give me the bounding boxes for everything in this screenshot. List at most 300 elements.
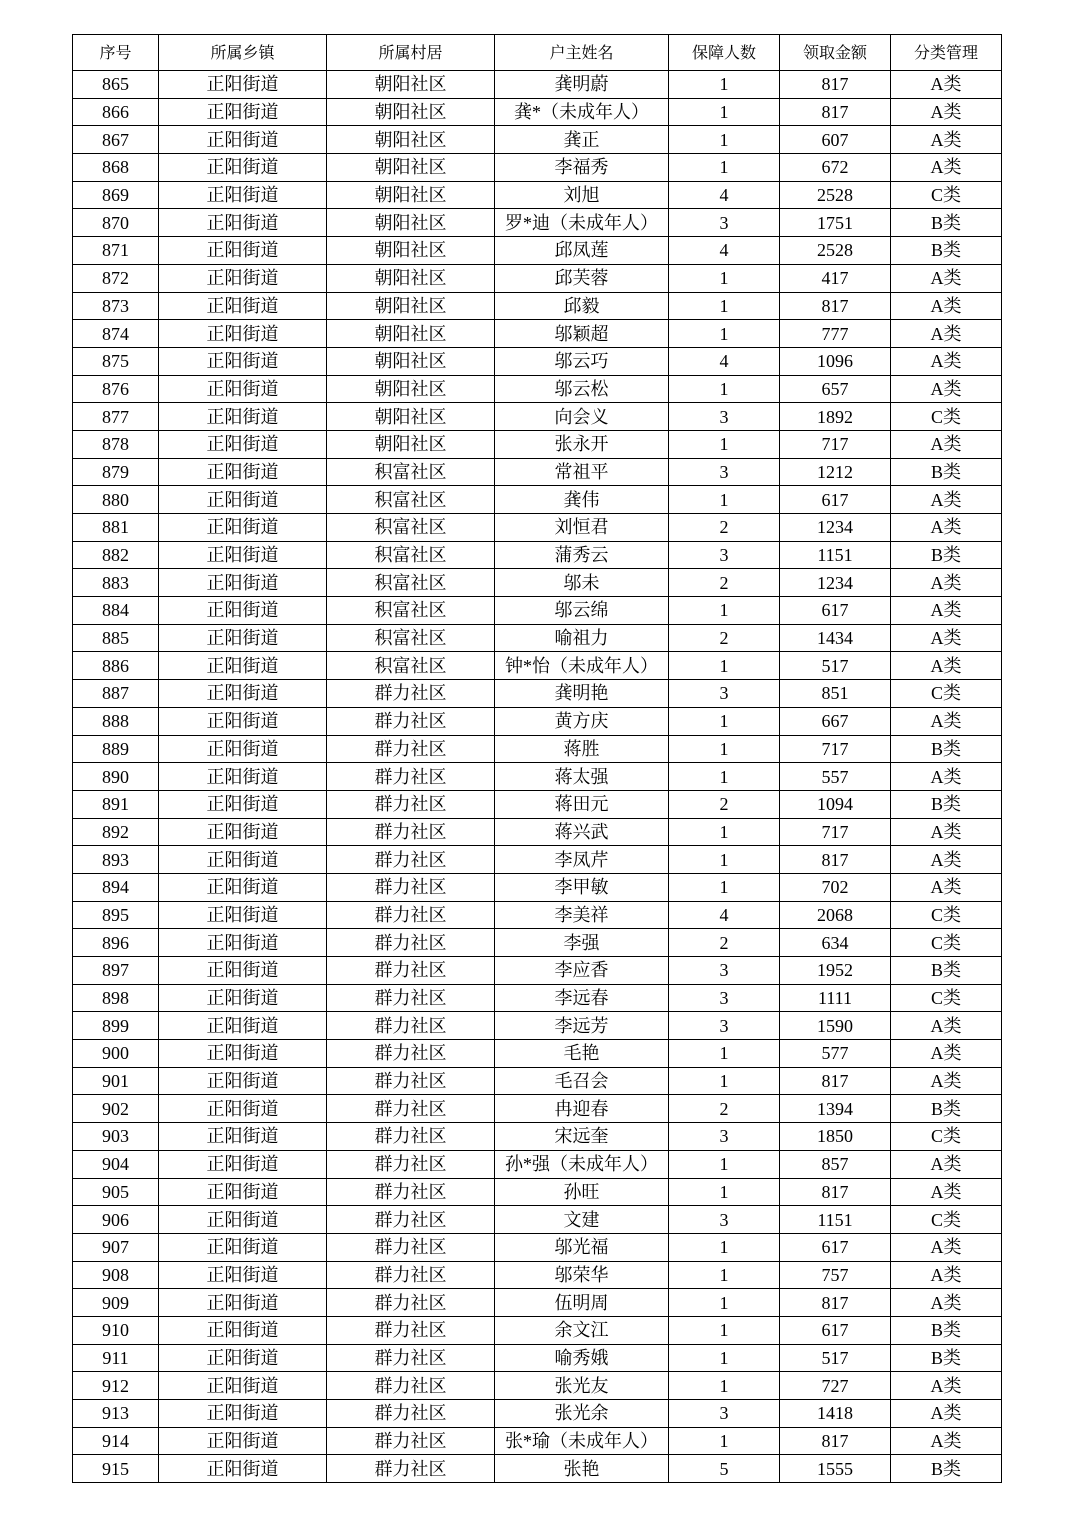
cell-community: 朝阳社区 (327, 98, 495, 126)
cell-township: 正阳街道 (159, 1400, 327, 1428)
cell-people-count: 3 (669, 458, 780, 486)
table-row (73, 430, 1002, 458)
cell-householder: 钟*怡（未成年人） (495, 652, 669, 680)
cell-category: A类 (891, 347, 1002, 375)
cell-category: B类 (891, 1316, 1002, 1344)
cell-category: B类 (891, 957, 1002, 985)
cell-people-count: 1 (669, 873, 780, 901)
cell-people-count: 1 (669, 652, 780, 680)
cell-householder: 蒋胜 (495, 735, 669, 763)
cell-community: 朝阳社区 (327, 403, 495, 431)
cell-township: 正阳街道 (159, 818, 327, 846)
cell-community: 群力社区 (327, 1455, 495, 1483)
cell-category: B类 (891, 735, 1002, 763)
cell-householder: 罗*迪（未成年人） (495, 209, 669, 237)
table-row (73, 181, 1002, 209)
table-row (73, 514, 1002, 542)
cell-category: A类 (891, 1372, 1002, 1400)
cell-township: 正阳街道 (159, 901, 327, 929)
table-row (73, 154, 1002, 182)
cell-category: A类 (891, 597, 1002, 625)
cell-people-count: 1 (669, 1067, 780, 1095)
cell-householder: 李凤芹 (495, 846, 669, 874)
table-row (73, 901, 1002, 929)
cell-township: 正阳街道 (159, 846, 327, 874)
cell-category: A类 (891, 763, 1002, 791)
cell-seq: 907 (73, 1233, 159, 1261)
table-row (73, 1261, 1002, 1289)
cell-people-count: 1 (669, 1289, 780, 1317)
cell-community: 积富社区 (327, 541, 495, 569)
cell-township: 正阳街道 (159, 264, 327, 292)
cell-people-count: 3 (669, 984, 780, 1012)
cell-township: 正阳街道 (159, 707, 327, 735)
cell-category: C类 (891, 929, 1002, 957)
cell-township: 正阳街道 (159, 154, 327, 182)
cell-householder: 李远芳 (495, 1012, 669, 1040)
cell-township: 正阳街道 (159, 1427, 327, 1455)
cell-seq: 895 (73, 901, 159, 929)
cell-householder: 向会义 (495, 403, 669, 431)
cell-seq: 901 (73, 1067, 159, 1095)
table-row (73, 1316, 1002, 1344)
cell-householder: 龚伟 (495, 486, 669, 514)
table-row (73, 1095, 1002, 1123)
cell-amount: 1555 (780, 1455, 891, 1483)
cell-category: A类 (891, 1261, 1002, 1289)
cell-amount: 1394 (780, 1095, 891, 1123)
cell-seq: 909 (73, 1289, 159, 1317)
cell-township: 正阳街道 (159, 1344, 327, 1372)
cell-householder: 邬未 (495, 569, 669, 597)
cell-seq: 887 (73, 680, 159, 708)
cell-people-count: 3 (669, 403, 780, 431)
cell-seq: 873 (73, 292, 159, 320)
cell-amount: 1850 (780, 1123, 891, 1151)
cell-category: A类 (891, 292, 1002, 320)
cell-seq: 880 (73, 486, 159, 514)
cell-seq: 868 (73, 154, 159, 182)
cell-amount: 417 (780, 264, 891, 292)
cell-community: 群力社区 (327, 1427, 495, 1455)
cell-people-count: 1 (669, 1372, 780, 1400)
cell-community: 群力社区 (327, 1344, 495, 1372)
cell-seq: 876 (73, 375, 159, 403)
cell-seq: 867 (73, 126, 159, 154)
cell-householder: 邬云松 (495, 375, 669, 403)
cell-amount: 2528 (780, 237, 891, 265)
cell-community: 积富社区 (327, 624, 495, 652)
cell-people-count: 1 (669, 292, 780, 320)
header-community: 所属村居 (327, 35, 495, 71)
cell-amount: 851 (780, 680, 891, 708)
cell-category: A类 (891, 1150, 1002, 1178)
cell-householder: 孙旺 (495, 1178, 669, 1206)
cell-amount: 757 (780, 1261, 891, 1289)
cell-people-count: 1 (669, 71, 780, 99)
cell-community: 积富社区 (327, 652, 495, 680)
table-row (73, 790, 1002, 818)
cell-seq: 872 (73, 264, 159, 292)
cell-people-count: 1 (669, 597, 780, 625)
cell-amount: 657 (780, 375, 891, 403)
cell-township: 正阳街道 (159, 1261, 327, 1289)
cell-community: 积富社区 (327, 514, 495, 542)
cell-category: C类 (891, 403, 1002, 431)
cell-householder: 喻祖力 (495, 624, 669, 652)
cell-seq: 879 (73, 458, 159, 486)
cell-seq: 893 (73, 846, 159, 874)
table-row (73, 1455, 1002, 1483)
cell-category: A类 (891, 818, 1002, 846)
cell-township: 正阳街道 (159, 292, 327, 320)
cell-community: 朝阳社区 (327, 375, 495, 403)
cell-amount: 1096 (780, 347, 891, 375)
table-row (73, 652, 1002, 680)
table-row (73, 237, 1002, 265)
cell-community: 群力社区 (327, 1261, 495, 1289)
cell-community: 群力社区 (327, 790, 495, 818)
cell-people-count: 1 (669, 430, 780, 458)
cell-seq: 871 (73, 237, 159, 265)
cell-people-count: 3 (669, 957, 780, 985)
cell-township: 正阳街道 (159, 652, 327, 680)
cell-amount: 817 (780, 1289, 891, 1317)
cell-people-count: 1 (669, 1040, 780, 1068)
cell-householder: 黄方庆 (495, 707, 669, 735)
cell-township: 正阳街道 (159, 514, 327, 542)
cell-people-count: 4 (669, 237, 780, 265)
cell-township: 正阳街道 (159, 1040, 327, 1068)
cell-township: 正阳街道 (159, 320, 327, 348)
header-township: 所属乡镇 (159, 35, 327, 71)
table-row (73, 1344, 1002, 1372)
cell-amount: 817 (780, 292, 891, 320)
cell-amount: 817 (780, 846, 891, 874)
cell-township: 正阳街道 (159, 680, 327, 708)
cell-township: 正阳街道 (159, 1150, 327, 1178)
cell-amount: 817 (780, 1427, 891, 1455)
table-row (73, 1067, 1002, 1095)
cell-community: 朝阳社区 (327, 320, 495, 348)
table-row (73, 292, 1002, 320)
cell-people-count: 1 (669, 98, 780, 126)
cell-township: 正阳街道 (159, 458, 327, 486)
cell-township: 正阳街道 (159, 1095, 327, 1123)
cell-category: A类 (891, 264, 1002, 292)
cell-seq: 892 (73, 818, 159, 846)
cell-category: C类 (891, 1123, 1002, 1151)
cell-householder: 刘旭 (495, 181, 669, 209)
cell-community: 群力社区 (327, 1012, 495, 1040)
cell-householder: 邬颖超 (495, 320, 669, 348)
cell-community: 群力社区 (327, 957, 495, 985)
cell-category: A类 (891, 126, 1002, 154)
cell-community: 朝阳社区 (327, 181, 495, 209)
cell-community: 群力社区 (327, 1400, 495, 1428)
cell-seq: 913 (73, 1400, 159, 1428)
cell-householder: 李福秀 (495, 154, 669, 182)
table-row (73, 929, 1002, 957)
cell-householder: 伍明周 (495, 1289, 669, 1317)
cell-people-count: 2 (669, 514, 780, 542)
cell-township: 正阳街道 (159, 486, 327, 514)
cell-seq: 905 (73, 1178, 159, 1206)
table-row (73, 375, 1002, 403)
cell-category: A类 (891, 1427, 1002, 1455)
beneficiary-table (72, 34, 1002, 1483)
cell-community: 群力社区 (327, 1150, 495, 1178)
cell-people-count: 2 (669, 624, 780, 652)
cell-township: 正阳街道 (159, 569, 327, 597)
cell-community: 群力社区 (327, 1178, 495, 1206)
cell-householder: 张艳 (495, 1455, 669, 1483)
cell-township: 正阳街道 (159, 126, 327, 154)
cell-seq: 898 (73, 984, 159, 1012)
cell-householder: 常祖平 (495, 458, 669, 486)
header-category: 分类管理 (891, 35, 1002, 71)
table-row (73, 763, 1002, 791)
cell-people-count: 5 (669, 1455, 780, 1483)
cell-people-count: 1 (669, 1178, 780, 1206)
cell-seq: 896 (73, 929, 159, 957)
table-row (73, 320, 1002, 348)
cell-township: 正阳街道 (159, 1455, 327, 1483)
cell-householder: 邬云巧 (495, 347, 669, 375)
cell-householder: 龚正 (495, 126, 669, 154)
cell-amount: 717 (780, 430, 891, 458)
cell-householder: 张永开 (495, 430, 669, 458)
cell-township: 正阳街道 (159, 1067, 327, 1095)
cell-township: 正阳街道 (159, 624, 327, 652)
cell-amount: 1111 (780, 984, 891, 1012)
cell-seq: 894 (73, 873, 159, 901)
cell-category: A类 (891, 873, 1002, 901)
cell-seq: 900 (73, 1040, 159, 1068)
cell-householder: 张光友 (495, 1372, 669, 1400)
table-row (73, 873, 1002, 901)
cell-householder: 喻秀娥 (495, 1344, 669, 1372)
cell-amount: 1590 (780, 1012, 891, 1040)
header-people-count: 保障人数 (669, 35, 780, 71)
cell-seq: 877 (73, 403, 159, 431)
table-row (73, 957, 1002, 985)
table-row (73, 624, 1002, 652)
cell-township: 正阳街道 (159, 541, 327, 569)
cell-amount: 1434 (780, 624, 891, 652)
cell-community: 群力社区 (327, 1040, 495, 1068)
cell-people-count: 2 (669, 1095, 780, 1123)
cell-community: 朝阳社区 (327, 71, 495, 99)
cell-amount: 717 (780, 735, 891, 763)
cell-seq: 914 (73, 1427, 159, 1455)
table-row (73, 1233, 1002, 1261)
cell-people-count: 1 (669, 1261, 780, 1289)
table-row (73, 1178, 1002, 1206)
cell-category: A类 (891, 1040, 1002, 1068)
cell-township: 正阳街道 (159, 763, 327, 791)
cell-people-count: 4 (669, 347, 780, 375)
cell-amount: 817 (780, 1178, 891, 1206)
cell-township: 正阳街道 (159, 984, 327, 1012)
table-row (73, 1400, 1002, 1428)
cell-householder: 龚明蔚 (495, 71, 669, 99)
cell-township: 正阳街道 (159, 735, 327, 763)
cell-township: 正阳街道 (159, 1123, 327, 1151)
cell-people-count: 1 (669, 375, 780, 403)
table-row (73, 984, 1002, 1012)
cell-category: A类 (891, 430, 1002, 458)
cell-township: 正阳街道 (159, 1289, 327, 1317)
cell-township: 正阳街道 (159, 71, 327, 99)
cell-category: A类 (891, 846, 1002, 874)
cell-category: A类 (891, 486, 1002, 514)
cell-community: 群力社区 (327, 1233, 495, 1261)
cell-community: 朝阳社区 (327, 264, 495, 292)
cell-amount: 1418 (780, 1400, 891, 1428)
cell-community: 群力社区 (327, 1067, 495, 1095)
cell-amount: 1151 (780, 541, 891, 569)
cell-seq: 874 (73, 320, 159, 348)
cell-category: A类 (891, 375, 1002, 403)
cell-community: 群力社区 (327, 818, 495, 846)
cell-community: 朝阳社区 (327, 292, 495, 320)
cell-seq: 897 (73, 957, 159, 985)
cell-people-count: 2 (669, 790, 780, 818)
cell-people-count: 3 (669, 209, 780, 237)
cell-category: A类 (891, 320, 1002, 348)
cell-township: 正阳街道 (159, 209, 327, 237)
table-row (73, 458, 1002, 486)
table-row (73, 1427, 1002, 1455)
cell-people-count: 1 (669, 486, 780, 514)
cell-people-count: 3 (669, 1123, 780, 1151)
cell-seq: 891 (73, 790, 159, 818)
cell-category: A类 (891, 1233, 1002, 1261)
cell-community: 群力社区 (327, 873, 495, 901)
cell-township: 正阳街道 (159, 957, 327, 985)
header-amount: 领取金额 (780, 35, 891, 71)
cell-people-count: 1 (669, 264, 780, 292)
cell-people-count: 1 (669, 707, 780, 735)
cell-seq: 906 (73, 1206, 159, 1234)
table-row (73, 403, 1002, 431)
cell-community: 群力社区 (327, 984, 495, 1012)
cell-amount: 857 (780, 1150, 891, 1178)
cell-amount: 1151 (780, 1206, 891, 1234)
cell-community: 群力社区 (327, 680, 495, 708)
table-row (73, 1150, 1002, 1178)
cell-amount: 634 (780, 929, 891, 957)
cell-community: 群力社区 (327, 1206, 495, 1234)
cell-township: 正阳街道 (159, 181, 327, 209)
cell-category: A类 (891, 1178, 1002, 1206)
cell-community: 积富社区 (327, 458, 495, 486)
cell-householder: 孙*强（未成年人） (495, 1150, 669, 1178)
cell-township: 正阳街道 (159, 1233, 327, 1261)
cell-category: B类 (891, 790, 1002, 818)
cell-amount: 2528 (780, 181, 891, 209)
cell-township: 正阳街道 (159, 873, 327, 901)
table-row (73, 1206, 1002, 1234)
cell-people-count: 3 (669, 541, 780, 569)
cell-seq: 884 (73, 597, 159, 625)
table-body (73, 71, 1002, 1483)
cell-category: B类 (891, 458, 1002, 486)
cell-seq: 915 (73, 1455, 159, 1483)
cell-seq: 870 (73, 209, 159, 237)
cell-householder: 李美祥 (495, 901, 669, 929)
cell-category: A类 (891, 1400, 1002, 1428)
table-row (73, 1289, 1002, 1317)
cell-amount: 1234 (780, 514, 891, 542)
cell-seq: 882 (73, 541, 159, 569)
cell-category: A类 (891, 652, 1002, 680)
table-row (73, 1012, 1002, 1040)
cell-amount: 1952 (780, 957, 891, 985)
cell-seq: 899 (73, 1012, 159, 1040)
cell-community: 朝阳社区 (327, 126, 495, 154)
cell-category: C类 (891, 984, 1002, 1012)
cell-householder: 毛召会 (495, 1067, 669, 1095)
cell-township: 正阳街道 (159, 98, 327, 126)
table-row (73, 1123, 1002, 1151)
cell-community: 群力社区 (327, 929, 495, 957)
table-row (73, 597, 1002, 625)
table-row (73, 486, 1002, 514)
cell-people-count: 1 (669, 846, 780, 874)
cell-category: B类 (891, 209, 1002, 237)
cell-community: 群力社区 (327, 707, 495, 735)
cell-householder: 蒋太强 (495, 763, 669, 791)
cell-people-count: 3 (669, 1400, 780, 1428)
cell-township: 正阳街道 (159, 597, 327, 625)
cell-township: 正阳街道 (159, 347, 327, 375)
cell-people-count: 1 (669, 1316, 780, 1344)
cell-community: 群力社区 (327, 1095, 495, 1123)
cell-amount: 517 (780, 1344, 891, 1372)
cell-community: 朝阳社区 (327, 237, 495, 265)
cell-category: A类 (891, 71, 1002, 99)
cell-category: C类 (891, 1206, 1002, 1234)
table-row (73, 71, 1002, 99)
table-row (73, 1372, 1002, 1400)
cell-people-count: 4 (669, 181, 780, 209)
cell-householder: 毛艳 (495, 1040, 669, 1068)
cell-amount: 617 (780, 1233, 891, 1261)
cell-people-count: 1 (669, 320, 780, 348)
cell-community: 朝阳社区 (327, 430, 495, 458)
cell-seq: 881 (73, 514, 159, 542)
cell-community: 群力社区 (327, 1289, 495, 1317)
cell-amount: 667 (780, 707, 891, 735)
cell-seq: 875 (73, 347, 159, 375)
cell-seq: 911 (73, 1344, 159, 1372)
cell-community: 群力社区 (327, 901, 495, 929)
cell-householder: 冉迎春 (495, 1095, 669, 1123)
cell-category: A类 (891, 1289, 1002, 1317)
cell-community: 群力社区 (327, 846, 495, 874)
cell-category: C类 (891, 901, 1002, 929)
cell-category: B类 (891, 541, 1002, 569)
cell-people-count: 3 (669, 1206, 780, 1234)
cell-category: A类 (891, 707, 1002, 735)
cell-people-count: 3 (669, 1012, 780, 1040)
cell-householder: 龚*（未成年人） (495, 98, 669, 126)
cell-amount: 1094 (780, 790, 891, 818)
cell-amount: 617 (780, 486, 891, 514)
cell-householder: 蒋田元 (495, 790, 669, 818)
